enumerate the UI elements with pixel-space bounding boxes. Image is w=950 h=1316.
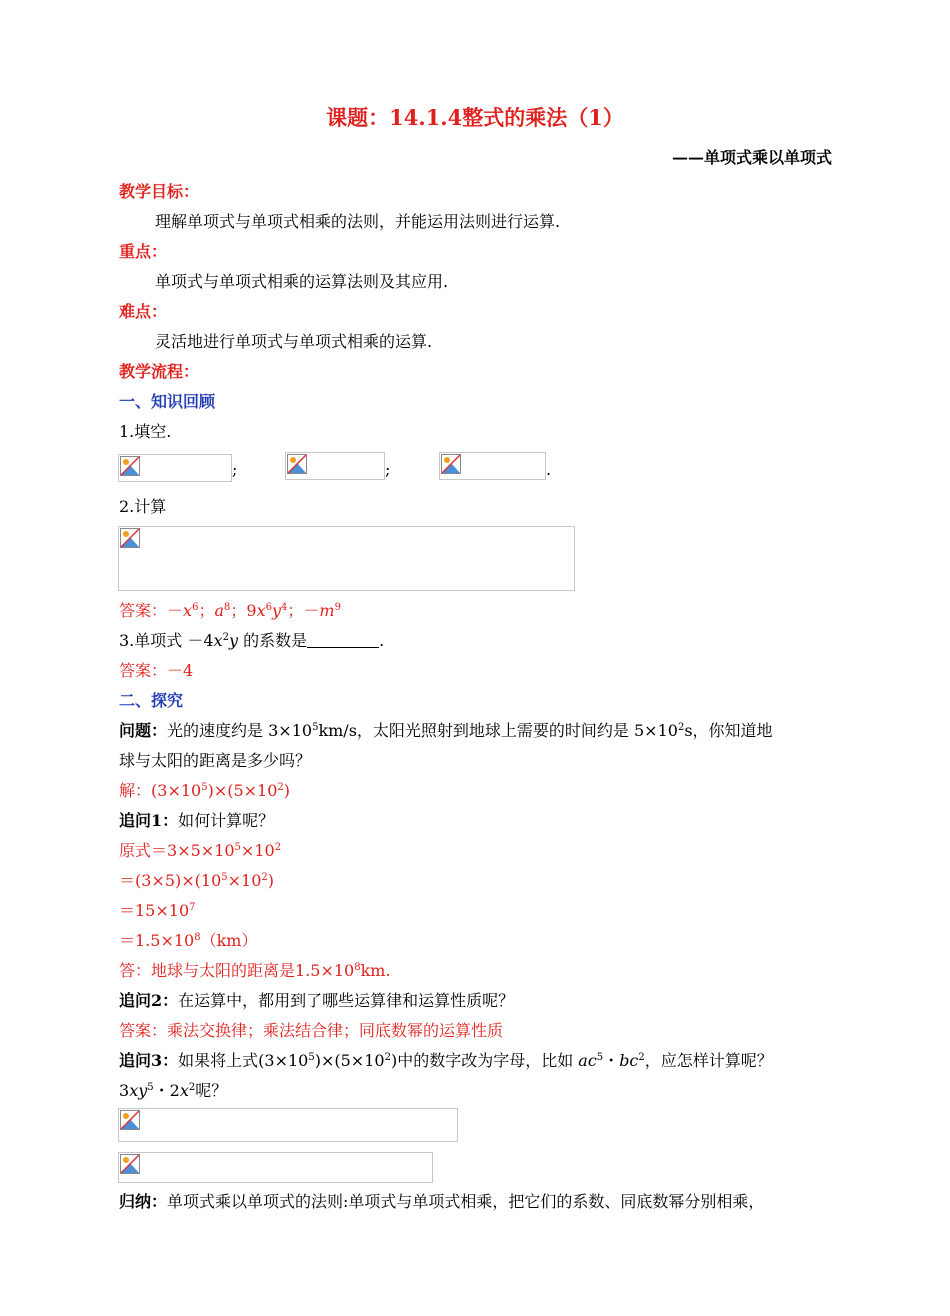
conclusion: 答：地球与太阳的距离是$1.5\times 10^8km$. [119,961,391,980]
follow2: 追问2：在运算中，都用到了哪些运算律和运算性质呢？ [119,991,515,1010]
q3-blank [307,633,379,648]
q1-image-1 [118,454,232,482]
q2-image [118,526,575,591]
follow1: 追问1：如何计算呢？ [119,811,275,830]
q1-image-3 [439,452,546,480]
key-point-label: 重点： [119,242,168,261]
broken-image-icon [120,1154,140,1174]
problem-line-1: 问题：光的速度约是 $3\times 10^5km/s$，太阳光照射到地球上需要的时间约是 $5\times 10^2s$，你知道地 [119,721,773,740]
broken-image-icon [287,454,307,474]
q1-sep-2: ; [385,460,391,479]
follow2-answer: 答案：乘法交换律；乘法结合律；同底数幂的运算性质 [119,1021,504,1040]
q2-answer: 答案：$-x^6$；$a^8$；$9x^6y^4$；$-m^9$ [119,601,341,620]
induction: 归纳：单项式乘以单项式的法则:单项式与单项式相乘，把它们的系数、同底数幂分别相乘， [119,1192,765,1211]
follow3-line-1: 追问3：如果将上式$(3\times 10^5)\times(5\times 10^2)$中的数字改为字母，比如 $ac^5$・$bc^2$，应怎样计算呢？ [119,1051,773,1070]
section1-heading: 一、知识回顾 [119,392,216,411]
broken-image-icon [120,1110,140,1130]
broken-image-icon [120,528,140,548]
step-4: $=1.5\times 10^8(km)$ [119,931,258,950]
follow3-image-1 [118,1108,458,1142]
problem-line-2: 球与太阳的距离是多少吗？ [119,751,312,770]
goals-label: 教学目标： [119,182,200,201]
follow3-image-2 [118,1152,433,1183]
q3-answer: 答案：－4 [119,661,194,680]
solution-line: 解：$(3\times 10^5)\times(5\times 10^2)$ [119,781,291,800]
page-subtitle: ——单项式乘以单项式 [671,148,832,167]
page-title: 课题：14.1.4整式的乘法（1） [326,105,624,130]
step-3: $=15\times 10^7$ [119,901,196,920]
q1-image-2 [285,452,385,480]
section2-heading: 二、探究 [119,691,184,710]
q1-label: 1.填空. [119,422,172,441]
q1-sep-3: . [546,460,552,479]
difficulty-text: 灵活地进行单项式与单项式相乘的运算. [155,332,433,351]
goals-text: 理解单项式与单项式相乘的法则，并能运用法则进行运算. [155,212,561,231]
key-point-text: 单项式与单项式相乘的运算法则及其应用. [155,272,449,291]
q2-label: 2.计算 [119,497,167,516]
step-2: $=(3\times 5)\times(10^5\times 10^2)$ [119,871,275,890]
step-1: 原式$=3\times 5\times 10^5\times 10^2$ [119,841,282,860]
difficulty-label: 难点： [119,302,168,321]
q3-question: 3.单项式 $-4x^2y$ 的系数是 . [119,631,385,650]
q1-sep-1: ; [232,460,238,479]
flow-label: 教学流程： [119,362,200,381]
broken-image-icon [120,456,140,476]
broken-image-icon [441,454,461,474]
follow3-line-2: $3xy^5$・$2x^2$呢？ [119,1081,228,1100]
